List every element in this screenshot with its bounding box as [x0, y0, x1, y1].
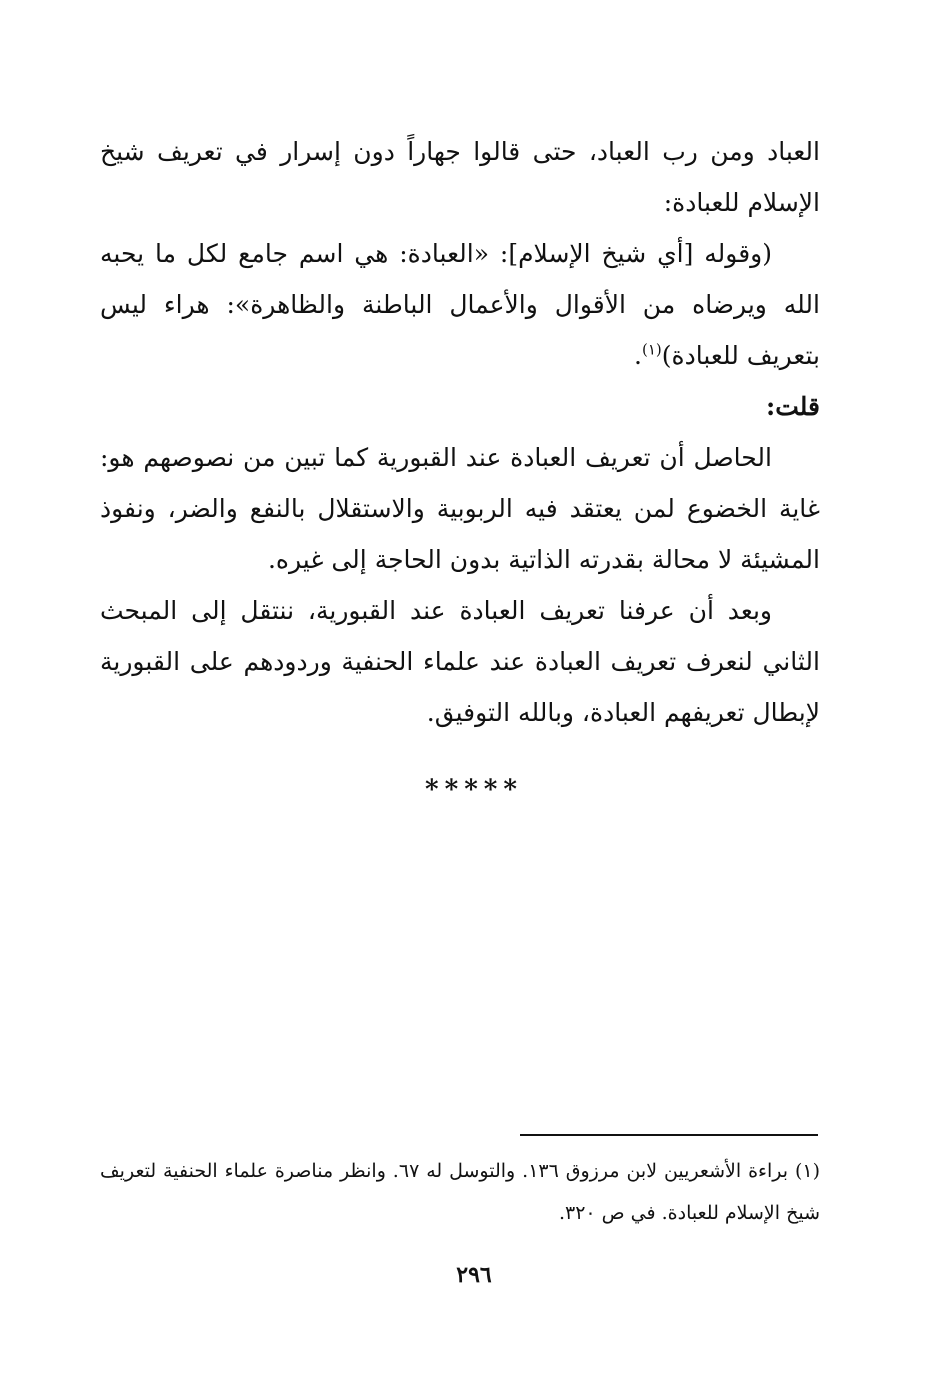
footnote-item: (١) براءة الأشعريين لابن مرزوق ١٣٦. والتوسل له ٦٧. وانظر مناصرة علماء الحنفية لتعريف شيخ الإسلام للعبادة. في ص ٣٢٠. [100, 1160, 820, 1224]
paragraph-quote [100, 228, 820, 381]
paragraph-definition: الحاصل أن تعريف العبادة عند القبورية كما تبين من نصوصهم هو: غاية الخضوع لمن يعتقد فيه الربوبية والاستقلال بالنفع والضر، ونفوذ المشيئة لا محالة بقدرته الذاتية بدون الحاجة إلى غيره. [100, 443, 820, 574]
quote-text: (وقوله [أي شيخ الإسلام]: «العبادة: هي اسم جامع لكل ما يحبه الله ويرضاه من الأقوال والأعمال الباطنة والظاهرة»: هراء ليس بتعريف للعبادة) [100, 239, 820, 370]
paragraph-heading: قلت: [765, 392, 820, 421]
quote-tail: . [634, 341, 642, 370]
paragraph-continuation: العباد ومن رب العباد، حتى قالوا جهاراً دون إسرار في تعريف شيخ الإسلام للعبادة: [100, 137, 820, 217]
footnote-reference: (١) [641, 340, 662, 359]
section-separator: ***** [425, 775, 523, 805]
footnotes [100, 1150, 820, 1234]
paragraph-transition: وبعد أن عرفنا تعريف العبادة عند القبورية، ننتقل إلى المبحث الثاني لنعرف تعريف العبادة عند علماء الحنفية وردودهم على القبورية لإبطال تعريفهم العبادة، وبالله التوفيق. [100, 596, 820, 727]
footnote-divider [520, 1134, 818, 1136]
page-number: ٢٩٦ [456, 1262, 492, 1288]
body-text [100, 126, 820, 738]
